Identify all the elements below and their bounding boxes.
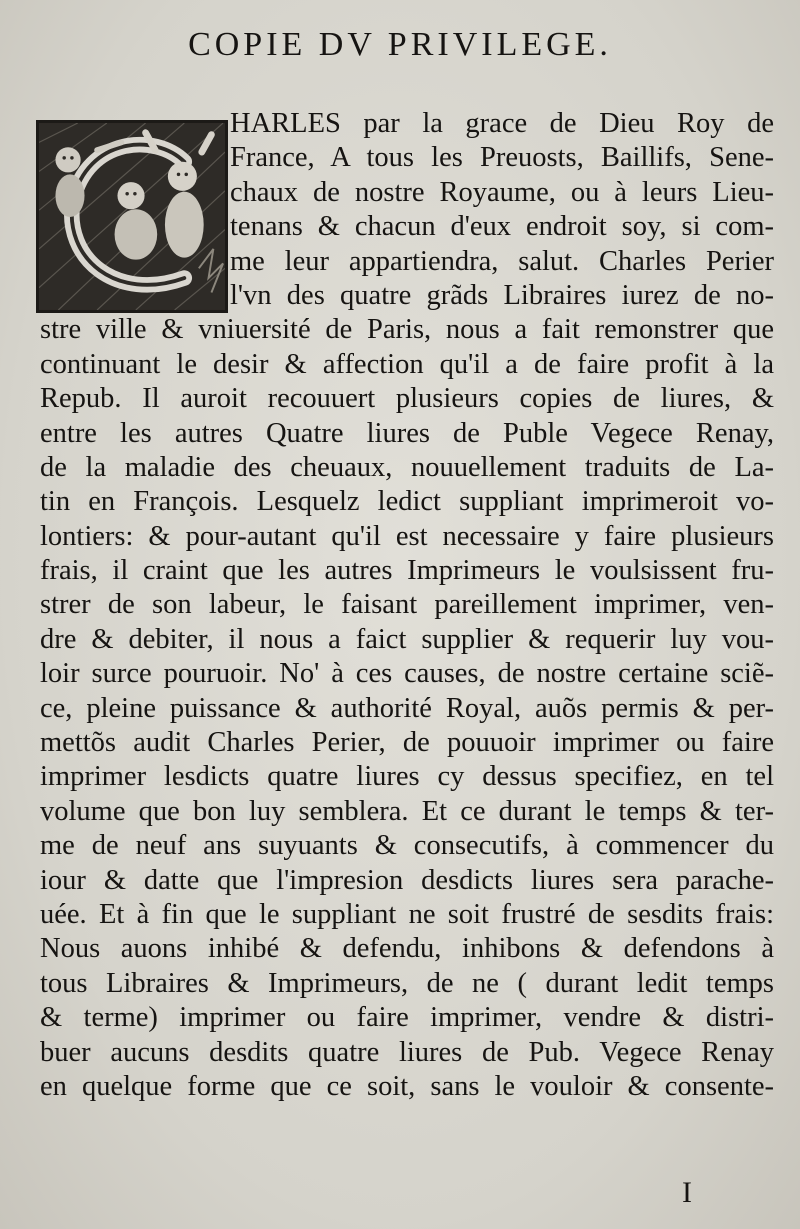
- text-line: stre ville & vniuersité de Paris, nous a fait remonstrer que: [40, 314, 774, 346]
- text-line: imprimer lesdicts quatre liures cy dessus specifiez, en tel: [40, 761, 774, 793]
- privilege-text: [40, 107, 774, 1104]
- text-line: mettõs audit Charles Perier, de pouuoir imprimer ou faire: [40, 727, 774, 759]
- text-line: me leur appartiendra, salut. Charles Perier: [230, 245, 774, 277]
- text-line: de la maladie des cheuaux, nouuellement traduits de La-: [40, 451, 774, 483]
- text-line: tin en François. Lesquelz ledict suppliant imprimeroit vo-: [40, 486, 774, 518]
- text-line: tous Libraires & Imprimeurs, de ne ( durant ledit temps: [40, 967, 774, 999]
- text-line: France, A tous les Preuosts, Baillifs, Sene-: [230, 142, 774, 174]
- text-line: entre les autres Quatre liures de Puble Vegece Renay,: [40, 417, 774, 449]
- text-line: Nous auons inhibé & defendu, inhibons & defendons à: [40, 933, 774, 965]
- text-line: strer de son labeur, le faisant pareillement imprimer, ven-: [40, 589, 774, 621]
- text-line: continuant le desir & affection qu'il a de faire profit à la: [40, 348, 774, 380]
- text-line: en quelque forme que ce soit, sans le vouloir & consente-: [40, 1070, 774, 1102]
- text-line: uée. Et à fin que le suppliant ne soit frustré de sesdits frais:: [40, 898, 774, 930]
- text-line: tenans & chacun d'eux endroit soy, si com-: [230, 211, 774, 243]
- text-line: & terme) imprimer ou faire imprimer, vendre & distri-: [40, 1002, 774, 1034]
- text-line: me de neuf ans suyuants & consecutifs, à commencer du: [40, 830, 774, 862]
- text-line: lontiers: & pour-autant qu'il est necessaire y faire plusieurs: [40, 520, 774, 552]
- text-line: iour & datte que l'impresion desdicts liures sera parache-: [40, 864, 774, 896]
- folio-number: I: [682, 1176, 692, 1209]
- text-line: buer aucuns desdits quatre liures de Pub. Vegece Renay: [40, 1036, 774, 1068]
- text-line: volume que bon luy semblera. Et ce durant le temps & ter-: [40, 795, 774, 827]
- text-line: Repub. Il auroit recouuert plusieurs copies de liures, &: [40, 383, 774, 415]
- text-line: loir surce pouruoir. No' à ces causes, de nostre certaine sciẽ-: [40, 658, 774, 690]
- page-title: COPIE DV PRIVILEGE.: [188, 26, 612, 63]
- text-line: dre & debiter, il nous a faict supplier & requerir luy vou-: [40, 623, 774, 655]
- text-line: frais, il craint que les autres Imprimeurs le voulsissent fru-: [40, 555, 774, 587]
- text-line: HARLES par la grace de Dieu Roy de: [230, 108, 774, 139]
- text-line: ce, pleine puissance & authorité Royal, auõs permis & per-: [40, 692, 774, 724]
- text-line: chaux de nostre Royaume, ou à leurs Lieu-: [230, 176, 774, 208]
- text-line: l'vn des quatre grãds Libraires iurez de no-: [230, 279, 774, 311]
